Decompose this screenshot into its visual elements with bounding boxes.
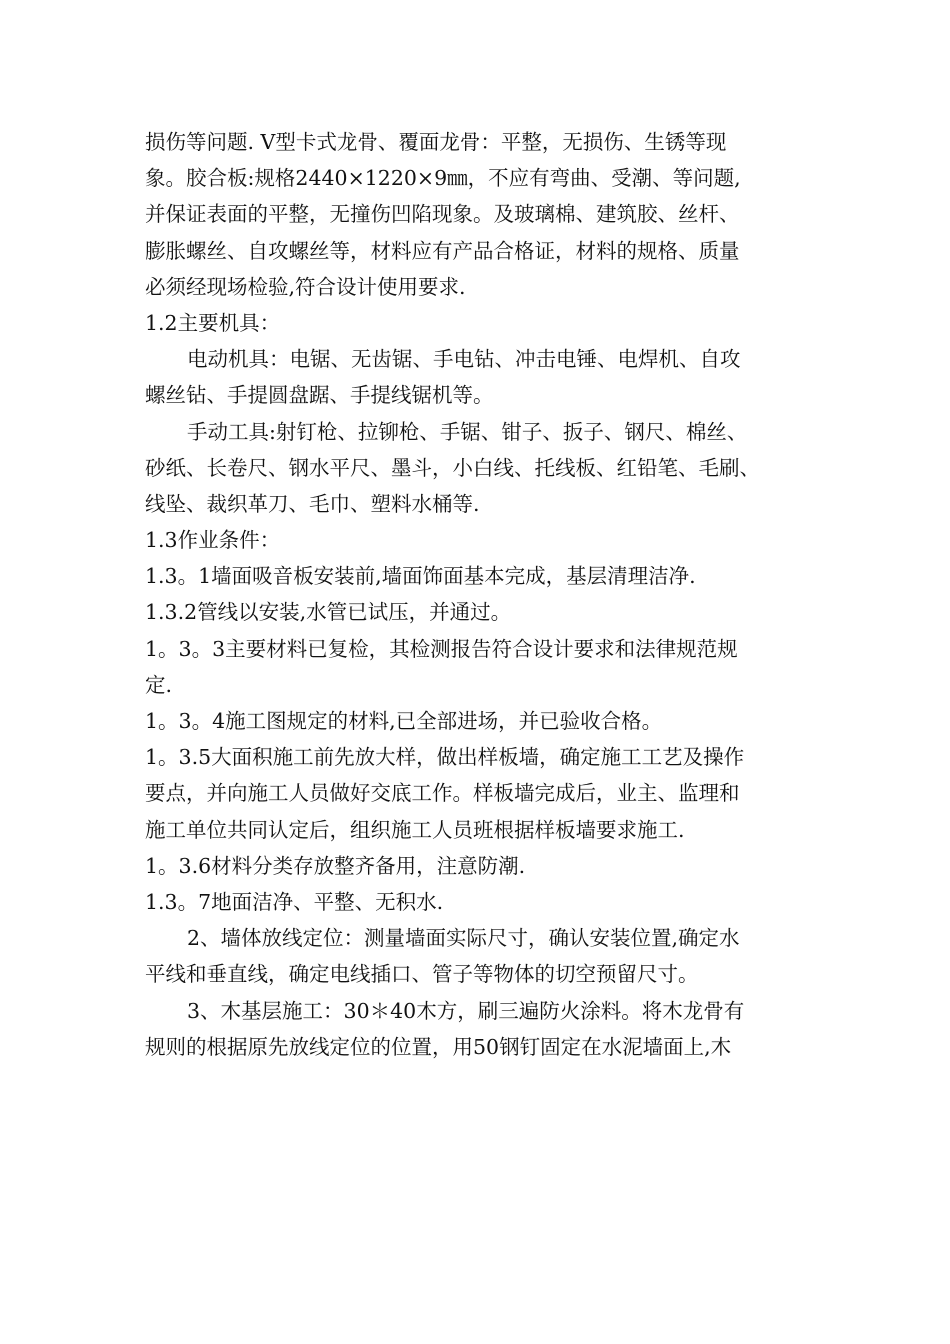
text-line: 螺丝钻、手提圆盘踞、手提线锯机等。 bbox=[145, 383, 494, 408]
text-line: 象。胶合板:规格2440×1220×9㎜，不应有弯曲、受潮、等问题, bbox=[145, 166, 741, 191]
text-line: 3、木基层施工：30＊40木方，刷三遍防火涂料。将木龙骨有 bbox=[187, 998, 745, 1023]
text-line: 线坠、裁织革刀、毛巾、塑料水桶等. bbox=[145, 491, 480, 516]
text-line: 平线和垂直线，确定电线插口、管子等物体的切空预留尺寸。 bbox=[145, 962, 699, 987]
text-line: 施工单位共同认定后，组织施工人员班根据样板墙要求施工. bbox=[145, 817, 685, 842]
text-line: 定. bbox=[145, 672, 173, 697]
text-line: 1。3。3主要材料已复检，其检测报告符合设计要求和法律规范规 bbox=[145, 636, 738, 661]
text-line: 1.3.2管线以安装,水管已试压，并通过。 bbox=[145, 600, 512, 625]
text-line: 膨胀螺丝、自攻螺丝等，材料应有产品合格证，材料的规格、质量 bbox=[145, 238, 740, 263]
text-line: 并保证表面的平整，无撞伤凹陷现象。及玻璃棉、建筑胶、丝杆、 bbox=[145, 202, 740, 227]
text-line: 1.2主要机具： bbox=[145, 310, 281, 335]
text-line: 1。3。4施工图规定的材料,已全部进场，并已验收合格。 bbox=[145, 709, 663, 733]
text-line: 损伤等问题. V型卡式龙骨、覆面龙骨：平整，无损伤、生锈等现 bbox=[145, 130, 727, 154]
document-body bbox=[145, 124, 813, 1065]
text-line: 手动工具:射钉枪、拉铆枪、手锯、钳子、扳子、钢尺、棉丝、 bbox=[187, 419, 748, 444]
text-line: 1.3。1墙面吸音板安装前,墙面饰面基本完成，基层清理洁净. bbox=[145, 564, 696, 589]
text-line: 1。3.6材料分类存放整齐备用，注意防潮. bbox=[145, 853, 526, 878]
text-line: 砂纸、长卷尺、钢水平尺、墨斗，小白线、托线板、红铅笔、毛刷、 bbox=[145, 455, 760, 480]
text-line: 1。3.5大面积施工前先放大样，做出样板墙，确定施工工艺及操作 bbox=[145, 745, 745, 770]
text-line: 1.3作业条件： bbox=[145, 528, 281, 553]
text-line: 2、墙体放线定位：测量墙面实际尺寸，确认安装位置,确定水 bbox=[187, 926, 740, 951]
text-line: 电动机具：电锯、无齿锯、手电钻、冲击电锤、电焊机、自攻 bbox=[187, 347, 741, 372]
text-line: 要点，并向施工人员做好交底工作。样板墙完成后，业主、监理和 bbox=[145, 781, 740, 806]
text-line: 规则的根据原先放线定位的位置，用50钢钉固定在水泥墙面上,木 bbox=[145, 1034, 732, 1059]
text-line: 必须经现场检验,符合设计使用要求. bbox=[145, 274, 466, 299]
text-line: 1.3。7地面洁净、平整、无积水. bbox=[145, 889, 444, 914]
